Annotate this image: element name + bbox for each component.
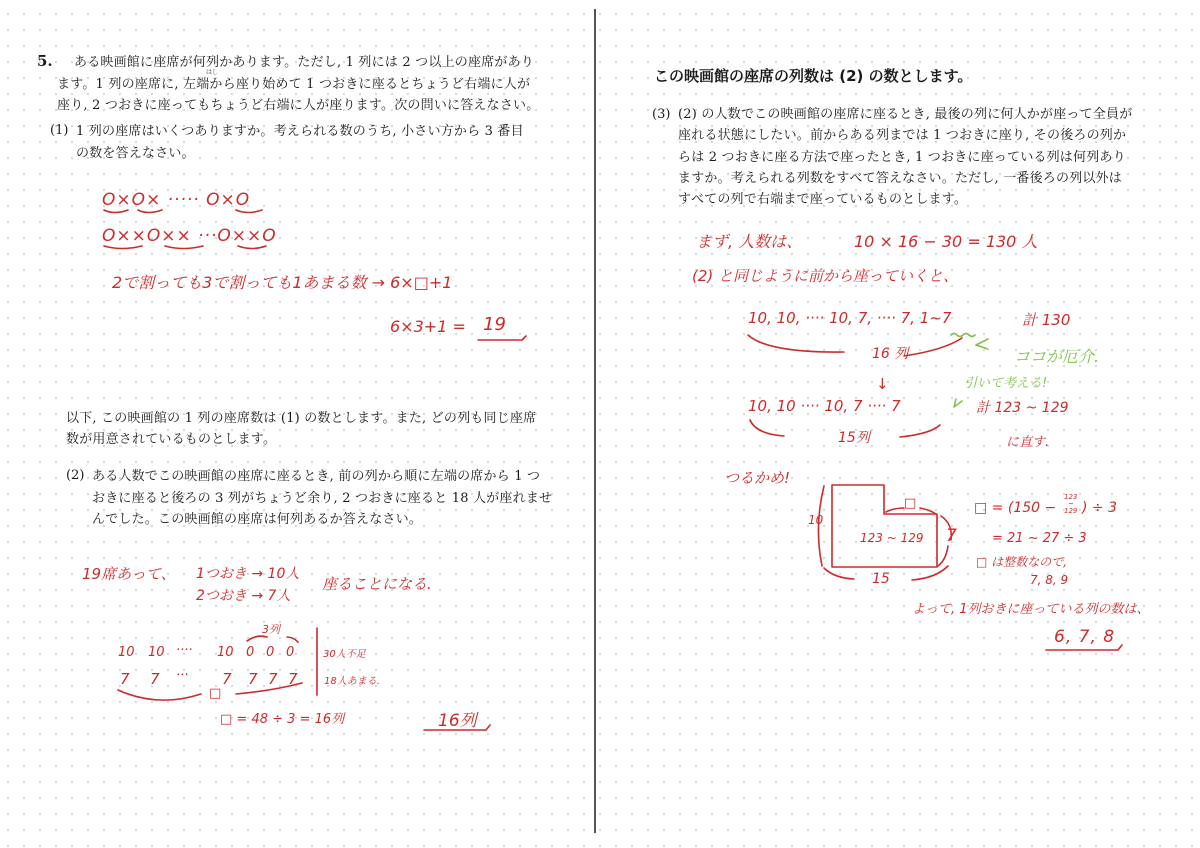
q3-line-5: すべての列で右端まで座っているものとします。 <box>678 192 968 207</box>
q1-note-calc: 6×3+1 = <box>390 317 466 336</box>
q3-rows15: 15列 <box>838 430 870 446</box>
r10-1: 10 <box>148 645 165 660</box>
q3-seq2: 10, 10 ···· 10, 7 ···· 7 <box>748 397 901 415</box>
q3-line-1: (2) の人数でこの映画館の座席に座るとき, 最後の列に何人かが座って全員が <box>678 107 1133 122</box>
q3-tsurukame: つるかめ! <box>724 469 791 487</box>
r7-4: 7 <box>248 670 258 688</box>
conclusion: よって, 1列おきに座っている列の数は、 <box>912 602 1150 617</box>
ruby-hashi: はし <box>206 69 219 76</box>
q3-rows16: 16 列 <box>872 346 909 362</box>
r10-6: 0 <box>286 645 295 660</box>
q3-convert: に直す. <box>1006 435 1050 450</box>
q1-note-row1: O×O× ····· O×O <box>102 190 251 210</box>
q2-line-3: んでした。この映画館の座席は何列あるか答えなさい。 <box>92 512 423 527</box>
r7-0: 7 <box>120 670 130 688</box>
q2-line-2: おきに座ると後ろの 3 列がちょうど余り, 2 つおきに座ると 18 人が座れませ <box>92 491 553 506</box>
q3-marks <box>596 0 1200 848</box>
q2-note-every2: 2つおき → 7人 <box>196 588 291 604</box>
q3-total2: 計 123 ~ 129 <box>976 400 1069 416</box>
q3-answer: 6, 7, 8 <box>1054 627 1116 647</box>
integer-note: □ は整数なので, <box>976 555 1067 569</box>
problem-number: 5. <box>37 52 53 70</box>
candidates: 7, 8, 9 <box>1030 573 1069 587</box>
eq2: = 21 ~ 27 ÷ 3 <box>992 531 1087 546</box>
q2-label: (2) <box>66 468 85 483</box>
fig-width: 15 <box>872 571 890 587</box>
q2-eq: □ = 48 ÷ 3 = 16列 <box>220 712 345 727</box>
q2-three-rows: 3列 <box>262 623 280 636</box>
r7-dots: ··· <box>176 668 189 683</box>
eq1-frac-mid: ~ <box>1068 500 1074 508</box>
q3-line-2: 座れる状態にしたい。前からある列までは 1 つおきに座り, その後ろの列か <box>678 128 1127 143</box>
q2-marks <box>0 0 594 848</box>
r10-4: 0 <box>246 645 255 660</box>
intro-line-2: ます。1 列の座席に, 左端から座り始めて 1 つおきに座るとちょうど右端に人が <box>57 77 531 92</box>
q3-label: (3) <box>652 107 671 122</box>
fig-right: 7 <box>946 526 957 546</box>
intro-line-1: ある映画館に座席が何列かあります。ただし, 1 列には 2 つ以上の座席があり <box>74 55 534 70</box>
q2-box: □ <box>209 686 222 701</box>
q3-same: (2) と同じように前から座っていくと、 <box>692 267 959 285</box>
q2-note-seats: 19席あって、 <box>82 565 176 583</box>
q1-note-row2: O××O×× ···O××O <box>102 226 277 246</box>
q3-first: まず, 人数は、 <box>696 232 803 251</box>
note-line-1: 以下, この映画館の 1 列の座席数は (1) の数とします。また, どの列も同じ座席 <box>66 411 537 426</box>
r7-3: 7 <box>222 670 232 688</box>
fig-height: 10 <box>808 513 824 527</box>
eq1-right: ) ÷ 3 <box>1082 500 1117 516</box>
eq1-left: □ = (150 − <box>974 500 1057 516</box>
q3-subtract: 引いて考える! <box>964 376 1048 391</box>
eq1-frac-top: 123 <box>1064 493 1078 501</box>
q2-note-every1: 1つおき → 10人 <box>196 566 300 582</box>
r7-1: 7 <box>150 670 160 688</box>
right-page <box>596 0 1200 848</box>
q3-arrow-down: ↓ <box>876 375 889 393</box>
fig-area: 123 ~ 129 <box>860 531 924 545</box>
left-page <box>0 0 594 848</box>
q2-line-1: ある人数でこの映画館の座席に座るとき, 前の列から順に左端の席から 1 つ <box>92 469 541 484</box>
q3-line-4: ますか。考えられる列数をすべて答えなさい。ただし, 一番後ろの列以外は <box>678 171 1123 186</box>
q1-label: (1) <box>50 123 69 138</box>
q2-extra: 18人あまる. <box>324 676 380 687</box>
q3-total1: 計 130 <box>1022 311 1071 329</box>
r10-5: 0 <box>266 645 275 660</box>
r7-6: 7 <box>288 670 298 688</box>
q3-tricky: ココが厄介. <box>1014 347 1100 366</box>
q3-line-3: らは 2 つおきに座る方法で座ったとき, 1 つおきに座っている列は何列あり <box>678 150 1126 165</box>
r10-dots: ···· <box>176 643 193 658</box>
r7-5: 7 <box>268 670 278 688</box>
q1-note-rule: 2で割っても3で割っても1あまる数 → 6×□+1 <box>112 273 453 292</box>
q1-line-2: の数を答えなさい。 <box>76 146 195 161</box>
q2-short: 30人不足 <box>323 649 366 660</box>
q1-line-1: 1 列の座席はいくつありますか。考えられる数のうち, 小さい方から 3 番目 <box>76 124 524 139</box>
q2-answer: 16列 <box>438 711 477 731</box>
q3-seq1: 10, 10, ···· 10, 7, ···· 7, 1~7 <box>748 309 952 327</box>
q1-answer: 19 <box>483 314 506 335</box>
eq1-frac-bot: 129 <box>1064 507 1078 515</box>
q3-first-calc: 10 × 16 − 30 = 130 人 <box>854 232 1038 251</box>
intro-line-3: 座り, 2 つおきに座ってもちょうど右端に人が座ります。次の問いに答えなさい。 <box>57 98 540 113</box>
r10-0: 10 <box>118 645 135 660</box>
note-line-2: 数が用意されているものとします。 <box>66 432 277 447</box>
r10-3: 10 <box>217 645 234 660</box>
q2-note-sit: 座ることになる. <box>322 575 432 593</box>
right-heading: この映画館の座席の列数は (2) の数とします。 <box>654 67 973 85</box>
fig-box: □ <box>904 496 917 511</box>
